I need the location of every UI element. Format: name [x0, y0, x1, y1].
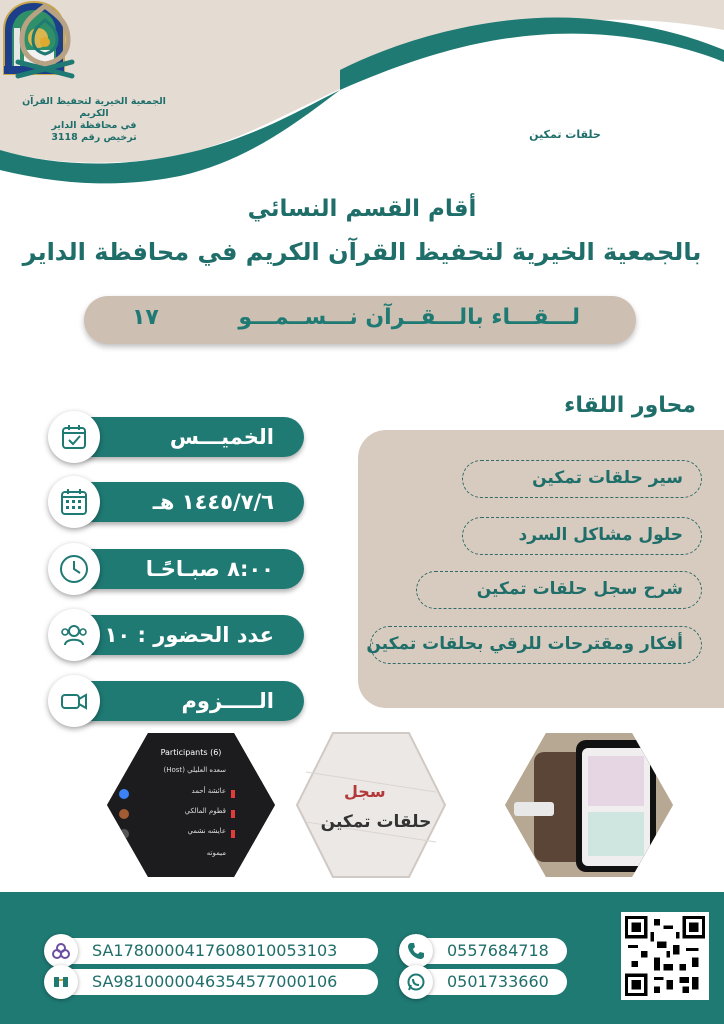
- qr-code[interactable]: [621, 912, 709, 1000]
- slogan-text: لـــقـــاء بالـــقــرآن نـــســمـــو: [238, 305, 580, 330]
- header: [0, 0, 724, 185]
- zoom-participant-row: عايشه نشمي: [187, 827, 226, 835]
- notebook-subtitle: حلقات تمكين: [320, 812, 432, 832]
- zoom-participant-row: قطوم المالكي: [184, 807, 226, 815]
- bank-logo-icon: [44, 965, 78, 999]
- meeting-number: ١٧: [132, 305, 159, 330]
- title-line-1: أقام القسم النسائي: [247, 196, 477, 222]
- notebook-title: سجل: [344, 782, 386, 801]
- calendar-check-icon: [48, 411, 100, 463]
- header-wave-decoration: [0, 0, 724, 185]
- video-camera-icon: [48, 675, 100, 727]
- iban-1[interactable]: SA1780000417608010053103: [92, 941, 338, 960]
- topic-item: حلول مشاكل السرد: [462, 517, 702, 555]
- whatsapp-number[interactable]: 0501733660: [447, 972, 549, 991]
- calendar-grid-icon: [48, 476, 100, 528]
- clock-icon: [48, 543, 100, 595]
- association-name-line1: الجمعية الخيرية لتحفيظ القرآن الكريم: [22, 96, 166, 119]
- phone-number[interactable]: 0557684718: [447, 941, 549, 960]
- association-name: [14, 96, 174, 144]
- topic-item: أفكار ومقترحات للرقي بحلقات تمكين: [370, 626, 702, 664]
- topics-heading: محاور اللقاء: [564, 393, 696, 418]
- whatsapp-pill: [401, 969, 567, 995]
- phone-icon: [399, 934, 433, 968]
- date-value: ١٤٤٥/٧/٦ هـ: [152, 490, 274, 514]
- title-line-2: بالجمعية الخيرية لتحفيظ القرآن الكريم في محافظة الداير: [22, 238, 702, 266]
- phone-pill: [401, 938, 567, 964]
- phone-photo: [504, 732, 674, 878]
- association-name-line2: في محافظة الداير: [51, 120, 137, 131]
- iban-2[interactable]: SA9810000046354577000106: [92, 972, 338, 991]
- time-value: ٨:٠٠ صبـاحًـا: [145, 557, 274, 581]
- people-icon: [48, 609, 100, 661]
- tamkeen-logo-icon: [0, 0, 90, 90]
- zoom-screenshot-photo: [106, 732, 276, 878]
- zoom-participant-row: سعده العليلي (Host): [163, 766, 226, 774]
- notebook-photo: [296, 732, 446, 878]
- day-value: الخميـــس: [169, 425, 274, 449]
- topic-item: شرح سجل حلقات تمكين: [416, 571, 702, 609]
- topic-item: سير حلقات تمكين: [462, 460, 702, 498]
- bank-logo-icon: [44, 934, 78, 968]
- whatsapp-icon: [399, 965, 433, 999]
- iban-1-pill: [46, 938, 378, 964]
- iban-2-pill: [46, 969, 378, 995]
- platform-value: الـــــزوم: [181, 689, 274, 713]
- association-license: ترخيص رقم 3118: [51, 132, 137, 143]
- zoom-participant-row: ميموته: [206, 849, 226, 857]
- zoom-participants-header: Participants (6): [160, 748, 222, 757]
- zoom-participant-row: عائشة أحمد: [191, 787, 226, 795]
- tamkeen-logo-label: حلقات تمكين: [529, 128, 601, 141]
- attendance-value: عدد الحضور : ١٠: [104, 623, 274, 647]
